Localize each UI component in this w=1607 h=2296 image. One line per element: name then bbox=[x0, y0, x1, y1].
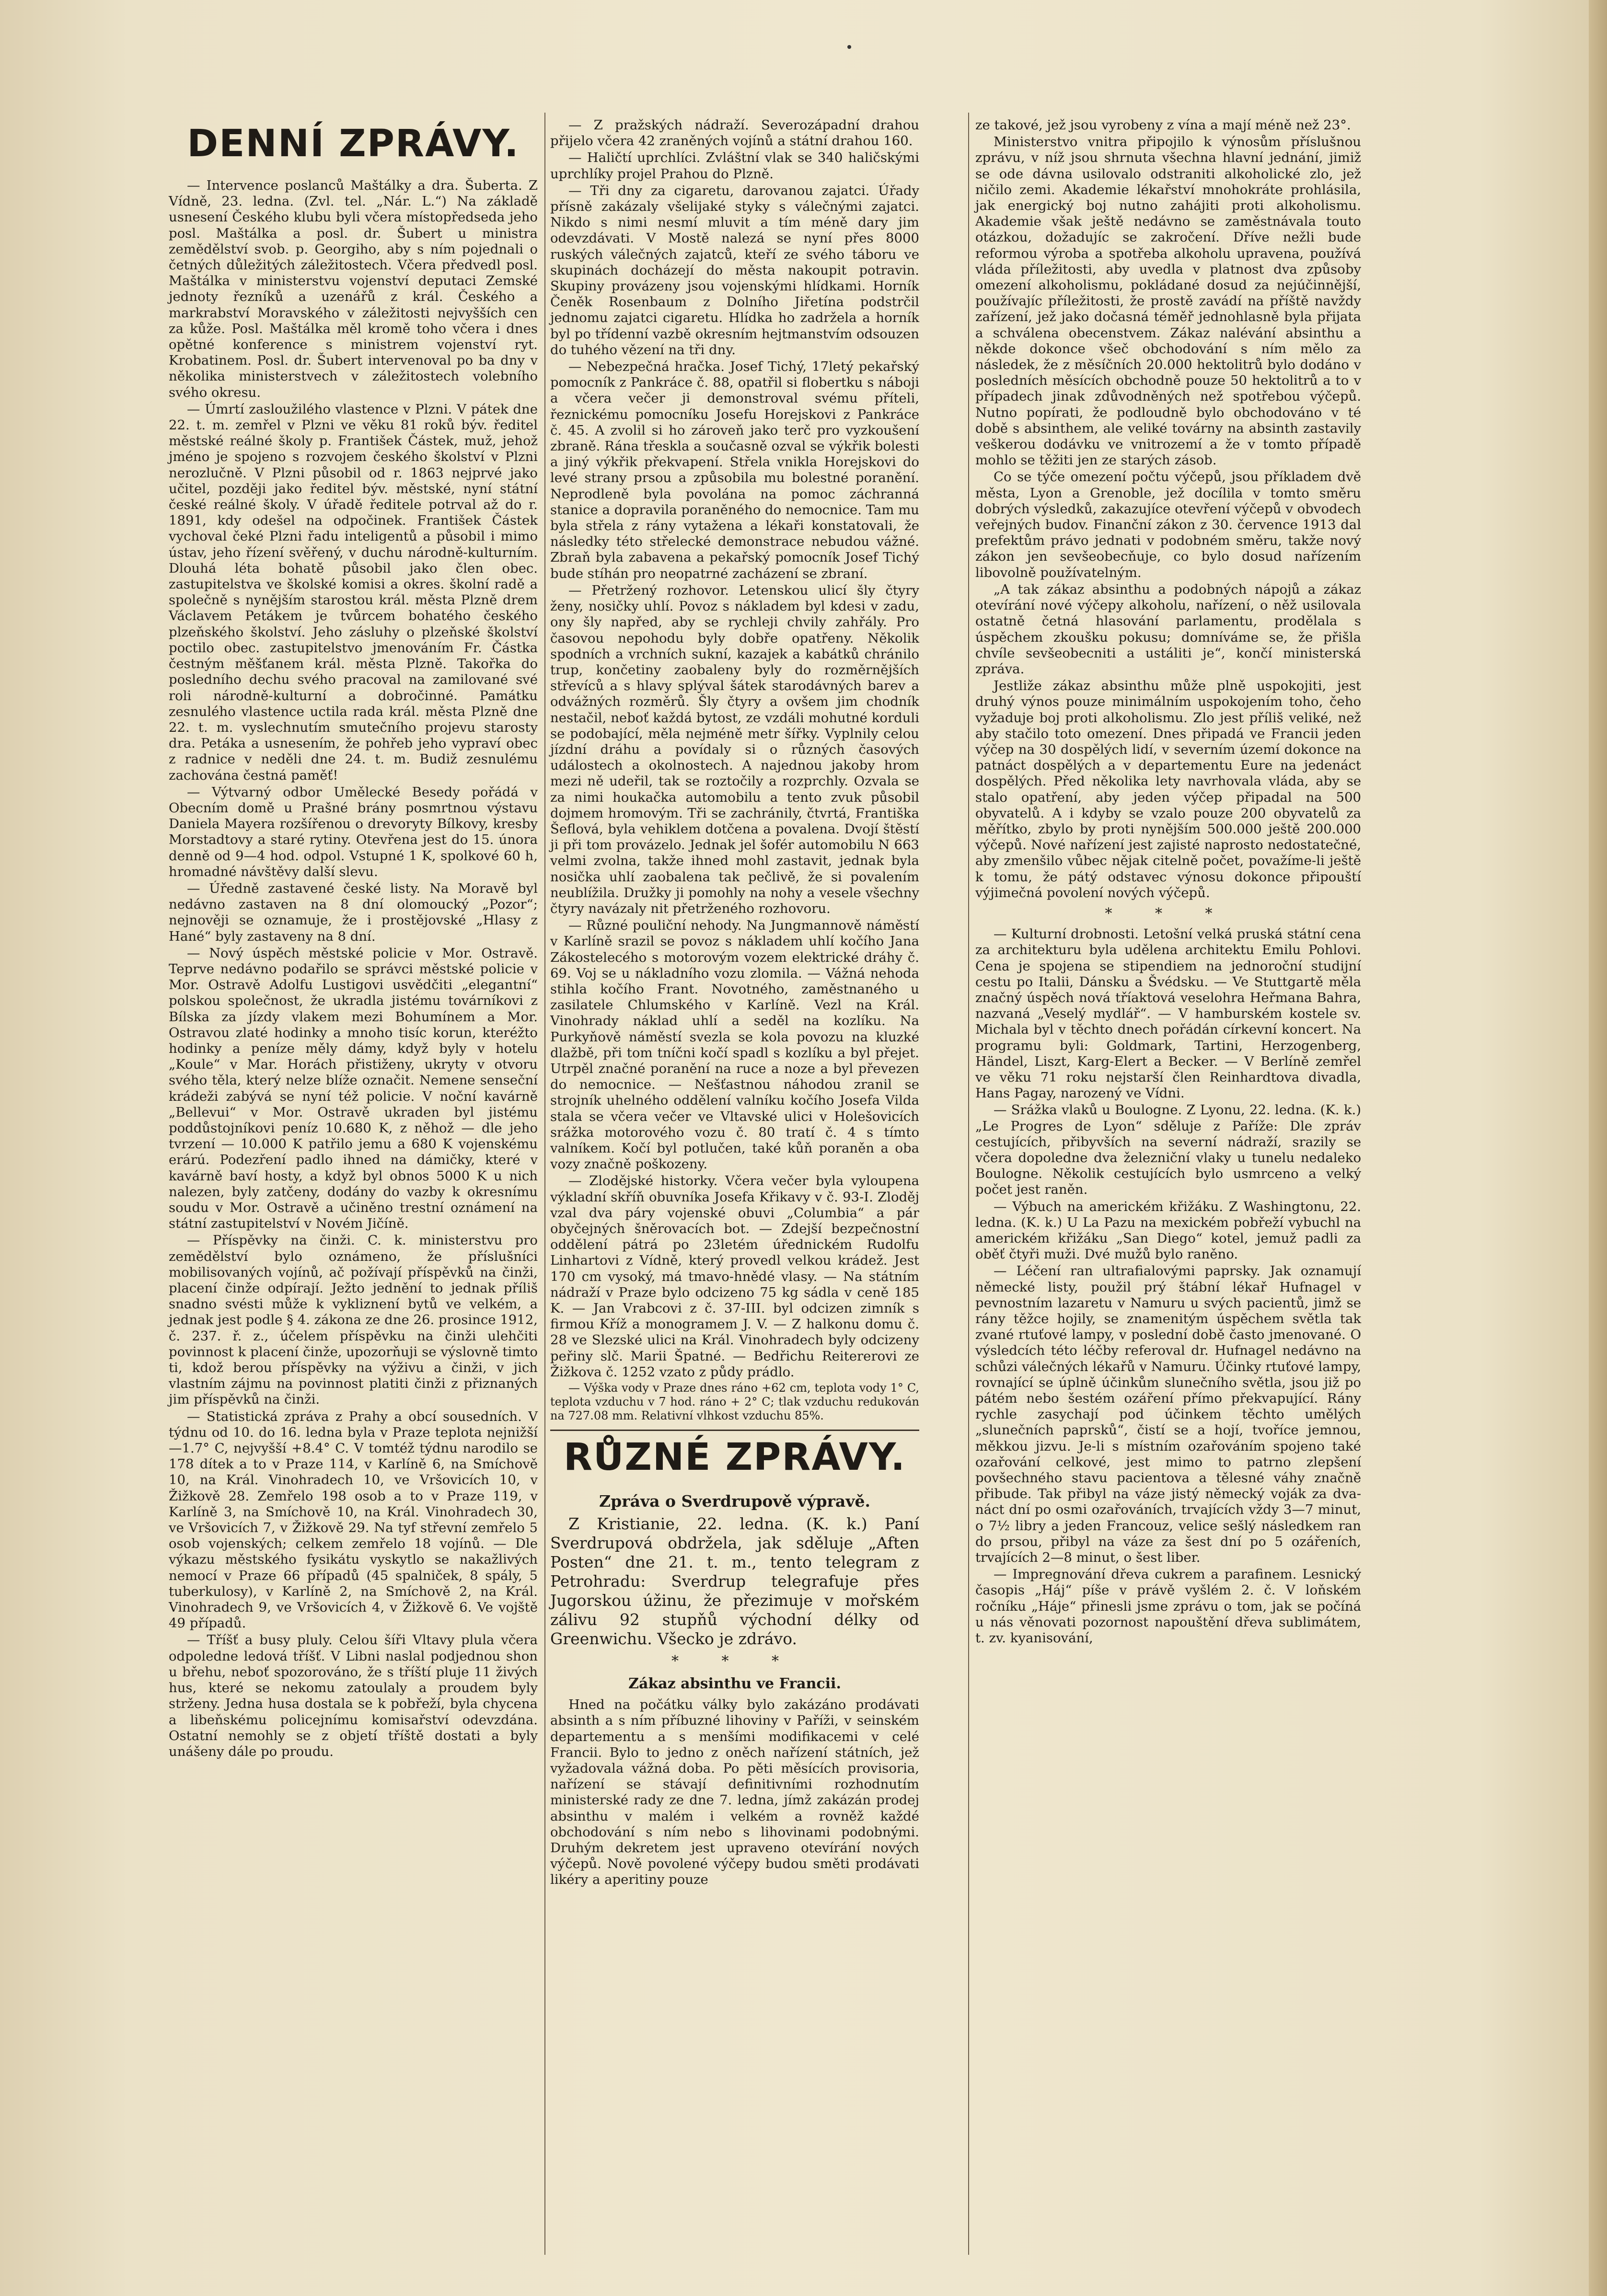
column-left bbox=[169, 117, 538, 1761]
article: Ministerstvo vnitra připojilo k výnosům příslušnou zprávu, v níž jsou shrnuta všechna hlavní jednání, jimiž se ode dávna usilovalo odstraniti alkoholické zlo, jež ničilo zemi. Akademie lékařství mnohokráte prohlásila, jak energický boj nutno zahájiti proti alkoholismu. Akademie však ještě nedávno se zaměstnávala touto otázkou, dožadujíc se zakročení. Dříve nežli bude reformou výroba a spotřeba alkoholu upravena, používá vláda příležitosti, aby uvedla v platnost dva způsoby omezení alkoholismu, pokládané dosud za nejúčinnější, používajíc příležitosti, že prostě zavádí na příště navždy zařízení, jež jako dočasná téměř jednohlasně byla přijata a schválena obecenstvem. Zákaz nalévání absinthu a někde dokonce všeč obchodování s ním mělo za následek, že z měsíčních 20.000 hektolitrů bylo dodáno v posledních měsících obchodně pouze 50 hektolitrů a to v případech jinak zdůvodněných než spotřebou výčepů. Nutno popírati, že podloudně bylo obchodováno v té době s absinthem, ale veliké továrny na absinth zastavily veškerou dodávku ve vnitrozemí a že v tomto případě mohlo se těžiti jen ze starých zásob. bbox=[975, 134, 1361, 468]
lead-article bbox=[550, 1514, 919, 1649]
article: — Různé pouliční nehody. Na Jungmannově náměstí v Karlíně srazil se povoz s nákladem uhlí kočího Jana Zákostelecého s motorovým vozem elektrické dráhy č. 69. Voj se u nákladního vozu zlomila. — Vážná nehoda stihla kočího Frant. Novotného, zaměstnaného u zasilatele Chlumského v Karlíně. Vezl na Král. Vinohrady náklad uhlí a seděl na kozlíku. Na Purkyňově náměstí svezla se kola povozu na kluzké dlažbě, při tom tníčni kočí spadl s kozlíku a byl přejet. Utrpěl značné poranění na ruce a noze a byl převezen do nemocnice. — Nešťastnou náhodou zranil se strojník uhelného oddělení valníku kočího Josefa Vilda stala se včera večer ve Vltavské ulici v Holešovicích srážka motorového vozu č. 80 tratí č. 4 s tímto valníkem. Kočí byl potlučen, také kůň poraněn a oba vozy značně poškozeny. bbox=[550, 918, 919, 1172]
article: ze takové, jež jsou vyrobeny z vína a mají méně než 23°. bbox=[975, 117, 1351, 133]
article: — Příspěvky na činži. C. k. ministerstvu pro zemědělství bylo oznámeno, že příslušníci mobilisovaných vojínů, ač požívají příspěvků na činži, placení činže odpírají. Ježto jednění to jednak příliš snadno svésti může k vykliznení bytů ve velkém, a jednak jest podle § 4. zákona ze dne 26. prosince 1912, č. 237. ř. z., účelem příspěvku na činži ulehčiti povinnost k placení činže, upozorňuji se výslovně timto ti, kdož berou příspěvky na výživu a činži, v jich vlastním zájmu na povinnost platiti činži z přiznaných jim příspěvků na činži. bbox=[169, 1233, 538, 1408]
article: — Statistická zpráva z Prahy a obcí sousedních. V týdnu od 10. do 16. ledna byla v Praze teplota nejnižší —1.7° C, nejvyšší +8.4° C. V tomtéž týdnu narodilo se 178 dítek a to v Praze 114, v Karlíně 6, na Smíchově 10, na Král. Vinohradech 10, ve Vršovicích 10, v Žižkově 28. Zemřelo 198 osob a to v Praze 119, v Karlíně 3, na Smíchově 10, na Král. Vinohradech 30, ve Vršovicích 7, v Žižkově 29. Na tyf střevní zemřelo 5 osob vojenských; celkem zemřelo 18 vojínů. — Dle výkazu městského fysikátu vyskytlo se nakažlivých nemocí v Praze 66 případů (45 spalniček, 8 spály, 5 tuberkulosy), v Karlíně 2, na Smíchově 2, na Král. Vinohradech 9, ve Vršovicích 4, v Žižkově 6. Ve vojště 49 případů. bbox=[169, 1408, 538, 1631]
column-right bbox=[975, 117, 1361, 1647]
article: — Nebezpečná hračka. Josef Tichý, 17letý pekařský pomocník z Pankráce č. 88, opatřil si flobertku s náboji a včera večer ji demonstroval svému příteli, řeznickému pomocníku Josefu Horejskovi z Pankráce č. 45. A zvolil si ho zároveň jako terč pro vyzkoušení zbraně. Rána třeskla a současně ozval se výkřik bolesti a jiný výkřik překvapení. Střela vnikla Horejskovi do levé strany prsou a způsobila mu bolestné poranění. Neprodleně byla povolána na pomoc záchranná stanice a dopravila poraněného do nemocnice. Tam mu byla střela z rány vytažena a lékaři konstatovali, že následky této střelecké demonstrace nebudou vážné. Zbraň byla zabavena a pekařský pomocník Josef Tichý bude stíhán pro neopatrné zacházení se zbraní. bbox=[550, 359, 919, 581]
page-dot bbox=[847, 45, 851, 49]
article: Z Kristianie, 22. ledna. (K. k.) Paní Sverdrupová obdržela, jak sděluje „Aften Posten“ dne 21. t. m., tento telegram z Petrohradu: Sverdrup telegrafuje přes Jugorskou úžinu, že přezimuje v mořském zálivu 92 stupňů východní délky od Greenwichu. Všecko je zdrávo. bbox=[550, 1514, 919, 1649]
separator-stars: * * * bbox=[671, 1653, 798, 1670]
article: — Haličtí uprchlíci. Zvláštní vlak se 340 haličskými uprchlíky projel Prahou do Plzně. bbox=[550, 150, 919, 182]
section-divider bbox=[550, 1430, 919, 1431]
article: — Výtvarný odbor Umělecké Besedy pořádá v Obecním domě u Prašné brány posmrtnou výstavu Daniela Mayera rozšířenou o drevorytу Bílkovy, kresby Morstadtovy a staré rytiny. Otevřena jest do 15. února denně od 9—4 hod. odpol. Vstupné 1 K, spolkové 60 h, hromadné návštěvy další slevu. bbox=[169, 784, 538, 879]
article: Co se týče omezení počtu výčepů, jsou příkladem dvě města, Lyon a Grenoble, jež docílila v tomto směru dobrých výsledků, zakazujíce otevření výčepů v obvodech veřejných budov. Finanční zákon z 30. července 1913 dal prefektům právo jednati v podobném směru, takže nový zákon jen sevšeobecňuje, co bylo dosud nařízením libovolně používatelným. bbox=[975, 469, 1361, 580]
section-title-ruzne-zpravy: RŮZNÉ ZPRÁVY. bbox=[563, 1436, 906, 1479]
column-middle bbox=[550, 117, 919, 1889]
article: — Srážka vlaků u Boulogne. Z Lyonu, 22. ledna. (K. k.) „Le Progres de Lyon“ sděluje z Paříže: Dle zpráv cestujících, přibyvších na severní nádraží, srazily se včera dopoledne dva železniční vlaky u tunelu nedaleko Boulogne. Několik cestujících bylo usmrceno a velký počet jest raněn. bbox=[975, 1102, 1361, 1198]
article: — Impregnování dřeva cukrem a parafinem. Lesnický časopis „Háj“ píše v právě vyšlém 2. č. V loňském ročníku „Háje“ přinesli jsme zprávu o tom, jak se počíná u nás věnovati pozornost napouštění dřeva sublimátem, t. zv. kyanisování, bbox=[975, 1567, 1361, 1646]
article: — Výbuch na americkém křižáku. Z Washingtonu, 22. ledna. (K. k.) U La Pazu na mexickém pobřeží vybuchl na americkém křižáku „San Diego“ kotel, jemuž padli za oběť čtyři muži. Dvé mužů bylo raněno. bbox=[975, 1199, 1361, 1262]
page-edge bbox=[1589, 0, 1607, 2296]
article: — Z pražských nádraží. Severozápadní drahou přijelo včera 42 zraněných vojínů a státní drahou 160. bbox=[550, 117, 919, 149]
article: Jestliže zákaz absinthu může plně uspokojiti, jest druhý výnos pouze minimálním uspokojením toho, čeho vyžaduje boj proti alkoholismu. Zlo jest příliš veliké, než aby stačilo toto omezení. Dnes připadá ve Francii jeden výčep na 30 dospělých lidí, v severním území dokonce na patnáct dospělých a v departementu Eure na jedenáct dospělých. Před několika lety navrhovala vláda, aby se stalo opatření, aby jeden výčep připadal na 500 obyvatelů. A i kdyby se vzalo pouze 200 obyvatelů za měřítko, zbylo by proti nynějším 500.000 ještě 200.000 výčepů. Nové nařízení jest zajisté naprosto nedostatečné, aby zmenšilo vůbec nějak citelně počet, považíme-li ještě k tomu, že pátý odstavec výnosu dokonce připouští výjimečná povolení nových výčepů. bbox=[975, 678, 1361, 900]
article: Hned na počátku války bylo zakázáno prodávati absinth a s ním příbuzné lihoviny v Paříži, v seinském departementu a s menšími modifikacemi v celé Francii. Bylo to jedno z oněch nařízení státních, jež vyžadovala vážná doba. Po pěti měsících provisoria, nařízení se stávají definitivními rozhodnutím ministerské rady ze dne 7. ledna, jímž zakázán prodej absinthu v malém i velkém a rovněž každé obchodování s ním nebo s lihovinami podobnými. Druhým dekretem jest upraveno otevírání nových výčepů. Nově povolené výčepy budou směti prodávati likéry a aperitiny pouze bbox=[550, 1697, 919, 1888]
weather-note: — Výška vody v Praze dnes ráno +62 cm, teplota vody 1° C, teplota vzduchu v 7 hod. ráno + 2° C; tlak vzduchu redukován na 727.08 mm. Relativní vlhkost vzduchu 85%. bbox=[550, 1381, 919, 1423]
article: — Přetržený rozhovor. Letenskou ulicí šly čtyry ženy, nosičky uhlí. Povoz s nákladem byl kdesi v zadu, ony šly napřed, aby se rychleji chvily zahřály. Pro časovou nepohodu byly dobře opatřeny. Několik spodních a vrchních suknı́, kazajek a kabátků chránilo trup, končetiny zaobaleny byly do rozměrnějších střevíců a s hlavy splýval šátek starodávných barev a odvážných rozměrů. Šly čtyry a ovšem jim chodník nestačil, neboť každá bytost, ze vzdáli mohutné korduli se podobající, měla nejméně metr šířky. Vyplnily celou jízdní dráhu a povídaly si o různých časových událostech a okolnostech. A najednou jakoby hrom mezi ně udeřil, tak se roztočily a rozprchly. Ozvala se za nimi houkačka automobilu a tento zvuk působil dojmem hromovým. Tři se zachránily, čtvrtá, Františka Šeflová, byla vehiklem dotčena a povalena. Dvojí štěstí ji při tom provázelo. Jednak jel šofér automobilu N 663 velmi zvolna, takže ihned mohl zastavit, jednak byla nosička uhlí zaobalena tak pečlivě, že si povalením neublížila. Družky ji pomohly na nohy a vesele všechny čtyry navázaly nit přetrženého rozhovoru. bbox=[550, 582, 919, 916]
column-rule bbox=[544, 113, 545, 2255]
subheading-sverdrup: Zpráva o Sverdrupově výpravě. bbox=[599, 1492, 870, 1511]
article: — Úředně zastavené české listy. Na Moravě byl nedávno zastaven na 8 dní olomoucký „Pozor“; nejnověji se oznamuje, že i prostějovské „Hlasy z Hané“ byly zastaveny na 8 dní. bbox=[169, 880, 538, 944]
article: „A tak zákaz absinthu a podobných nápojů a zákaz otevírání nové výčepy alkoholu, nařízení, o něž usilovala ostatně četná hlasování parlamentu, prodělala s úspěchem zkoušku pokusu; domníváme se, že přišla chvíle sevšeobecniti a ustáliti je“, končí ministerská zpráva. bbox=[975, 581, 1361, 677]
article: — Tříšť a busy pluly. Celou šíři Vltavy plula včera odpoledne ledová tříšť. V Libni naslal podjednou shon u břehu, neboť spozorováno, že s tříští pluje 11 živých hus, které se nekomu zatoulaly a proudem byly strženy. Jedna husa dostala se k pobřeží, byla chycena a libeňskému policejnímu komisařství odevzdána. Ostatní nemohly se z objetí tříště dostati a byly unášeny dále po proudu. bbox=[169, 1632, 538, 1759]
article: — Úmrtí zasloužilého vlastence v Plzni. V pátek dne 22. t. m. zemřel v Plzni ve věku 81 roků býv. ředitel městské reálné školy p. František Částek, muž, jehož jméno je spojeno s rozvojem českého školství v Plzni nerozlučně. V Plzni působil od r. 1863 nejprvé jako učitel, později jako ředitel býv. městské, nyní státní české reálné školy. V úřadě ředitele potrval až do r. 1891, kdy odešel na odpočinek. František Částek vychoval čeké Plzni řadu inteligentů a působil i mimo ústav, jeho řízení svěřený, v duchu národně-kulturním. Dlouhá léta bohatě působil jako člen obec. zastupitelstva ve školské komisi a okres. školní radě a společně s nynějším starostou král. města Plzně drem Václavem Petákem je tvůrcem bohatého českého plzeňského školství. Jeho zásluhy o plzeňské školství poctilo obec. zastupitelstvo jmenováním Fr. Částka čestným měšťanem král. města Plzně. Takořka do posledního dechu svého pracoval na zamilované své roli národně-kulturní a dobročinné. Památku zesnulého vlastence uctila rada král. města Plzně dne 22. t. m. vyslechnutím smutečního projevu starosty dra. Petáka a usnesením, že pohřeb jeho vypraví obec z radnice v neděli dne 24. t. m. Budiž zesnulému zachována čestná paměť! bbox=[169, 401, 538, 783]
article: — Tři dny za cigaretu, darovanou zajatci. Úřady přísně zakázaly všeliјaké styky s válečnými zajatci. Nikdo s nimi nesmí mluvit a tím méně dary jim odevzdávati. V Mostě nalezá se nyní přes 8000 ruských válečných zajatců, kteří ze svého táboru ve skupinách docházejí do města nakoupit potravin. Skupiny provázeny jsou vojenskými hlídkami. Horník Čeněk Rosenbaum z Dolního Jiřetína podstrčil jednomu zajatci cigaretu. Hlídka ho zadržela a horník byl po třídenní vazbě okresním hejtmanstvím odsouzen do tuhého vězení na tři dny. bbox=[550, 183, 919, 358]
section-title-denni-zpravy: DENNÍ ZPRÁVY. bbox=[187, 122, 520, 165]
article: — Kulturní drobnosti. Letošní velká pruská státní cena za architekturu byla udělena architektu Emilu Pohlovi. Cena je spojena se stipendiem na jednoroční studijní cestu po Italii, Dánsku a Švédsku. — Ve Stuttgartě měla značný úspěch nová tříaktová veselohra Heřmana Bahra, nazvaná „Veselý mydlář“. — V hamburském kostele sv. Michala byl v těchto dnech pořádán církevní koncert. Na programu byli: Goldmark, Tartini, Herzogenberg, Händel, Liszt, Karg-Elert a Becker. — V Berlíně zemřel ve věku 71 roku nejstarší člen Reinhardtova divadla, Hans Pagay, narozený ve Vídni. bbox=[975, 926, 1361, 1101]
column-rule bbox=[968, 113, 969, 2255]
article: — Léčení ran ultrafialovými paprsky. Jak oznamují německé listy, použil prý štábní lékař Hufnagel v pevnostním lazaretu v Namuru u svých pacientů, jimž se rány těžce hojily, se znamenitým úspěchem světla tak zvané rtuťové lampy, v poslední době často jmenované. O výsledcích této léčby referoval dr. Hufnagel nedávno na schůzi válečných lékařů v Namuru. Účinky rtuťové lampy, rovnající se úplně účinkům slunečního světla, jsou již po pátém nebo šestém ozáření přímo překvapující. Rány rychle zasychají pod účinkem těchto umělých „slunečních paprsků“, čistí se a hojí, tvoříce jemnou, měkkou jizvu. Je-li s místním ozařováním spojeno také ozařování celkové, jest mimo to patrno zlepšení povšechného stavu pacientova a tělesné váhy značně přibude. Tak přibyl na váze jistý německý voják za dva-náct dní po osmi ozařováních, trvajících vždy 3—7 minut, o 7½ libry a jeden Francouz, velice sešlý následkem ran do prsou, přibyl na váze za šest dní po 5 ozářeních, trvajících 2—8 minut, o šest liber. bbox=[975, 1263, 1361, 1566]
subheading-absinth: Zákaz absinthu ve Francii. bbox=[628, 1675, 841, 1693]
article: — Zlodějské historky. Včera večer byla vyloupena výkladní skříň obuvníka Josefa Křikavy v č. 93-I. Zloděj vzal dva páry vojenské obuvi „Columbia“ a pár obyčejných šněrovacích bot. — Zdejší bezpečnostní oddělení pátrá po 23letém úřednickém Rudolfu Linhartovi z Vídně, který provedl velkou krádež. Jest 170 cm vysoký, má tmavo-hnědé vlasy. — Na státním nádraží v Praze bylo odcizeno 75 kg sádla v ceně 185 K. — Jan Vrabcovi z č. 37-III. byl odcizen zimník s firmou Kříž a monogramem J. V. — Z halkonu domu č. 28 ve Slezské ulici na Král. Vinohradech byly odcizeny peřiny slč. Marii Špatné. — Bedřichu Reitererovi ze Žižkova č. 1252 vzato z půdy prádlo. bbox=[550, 1173, 919, 1380]
article: — Intervence poslanců Maštálky a dra. Šuberta. Z Vídně, 23. ledna. (Zvl. tel. „Nár. L.“) Na základě usnesení Českého klubu byli včera místopředseda jeho posl. Maštálka a posl. dr. Šubert u ministra zemědělství svob. p. Georgiho, aby s ním pojednali o četných důležitých záležitostech. Včera předvedl posl. Maštálka v ministerstvu vojenství deputaci Zemské jednoty řezníků a uzenářů z král. Českého a markrabství Moravského v záležitosti nejvyšších cen za kůže. Posl. Maštálka měl kromě toho včera i dnes opětné konference s ministrem vojenství ryt. Krobatinem. Posl. dr. Šubert intervenoval po ba dny v několika ministerstvech v záležitostech volebního svého okresu. bbox=[169, 178, 538, 400]
separator-stars: * * * bbox=[1105, 905, 1232, 922]
article: — Nový úspěch městské policie v Mor. Ostravě. Teprve nedávno podařilo se správci městské policie v Mor. Ostravě Adolfu Lustigovi usvědčiti „elegantní“ polskou společnost, že ukradla jistému továrníkovi z Bílska za jízdy vlakem mezi Bohumínem a Mor. Ostravou zlaté hodinky a mnoho tisíc korun, kteréžto hodinky a peníze měly dámy, když byly v hotelu „Koule“ v Mar. Horách přistiženy, ukryty v otvoru svého těla, který nelze blíže označit. Nemene senseční krádeži zabývá se nyní též policie. V noční kavárně „Bellevui“ v Mor. Ostravě ukraden byl jistému poddůstojníkovi peníz 10.680 K, z něhož — dle jeho tvrzení — 10.000 K patřilo jemu a 680 K vojenskému erárú. Podezření padlo ihned na dámičky, které v kavárně baví hosty, a když byl obnos 5000 K u nich nalezen, byly zatčeny, dodány do vazby k okresnímu soudu v Mor. Ostravě a učiněno trestní oznámení na státní zastupitelství v Novém Jičíně. bbox=[169, 945, 538, 1232]
